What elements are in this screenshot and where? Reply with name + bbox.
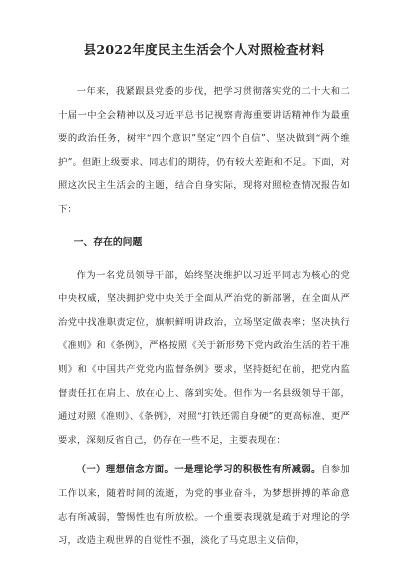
- section-heading-problems: 一、存在的问题: [73, 236, 143, 248]
- document-title: 县2022年度民主生活会个人对照检查材料: [83, 42, 325, 57]
- ideals-subheading: （一）理想信念方面。一是理论学习的积极性有所减弱。: [76, 464, 321, 476]
- problems-paragraph: 作为一名党员领导干部，始终坚决维护以习近平同志为核心的党中央权威，坚决拥护党中央关于全面从严治党的新部署，在全面从严治党中找准职责定位，旗帜鲜明讲政治，立场坚定做表率；坚决执行《准则》和《条例》，严格按照《关于新形势下党内政治生活的若干准则》和《中国共产党党内监督条例》要求，坚持挺纪在前，把党内监督责任扛在肩上、放在心上、落到实处。但作为一名县级领导干部，通过对照《准则》、《条例》，对照“打铁还需自身硬”的更高标准、更严要求，深刻反省自己，仍存在一些不足，主要表现在：: [58, 269, 350, 446]
- intro-paragraph: 一年来，我紧跟县党委的步伐，把学习贯彻落实党的二十大和二十届一中全会精神以及习近平总书记视察青海重要讲话精神作为最重要的政治任务，树牢“四个意识”坚定“四个自信”、坚决做到“两个维护”。但距上级要求、同志们的期待，仍有较大差距和不足。下面，对照这次民主生活会的主题，结合自身实际，现将对照检查情况报告如下：: [58, 86, 350, 215]
- ideals-body: 自参加工作以来，随着时间的流逝，为党的事业奋斗，为梦想拼搏的革命意志有所减弱，警惕性也有所放松。一个重要表现就是疏于对理论的学习，改造主观世界的自觉性不强，淡化了马克思主义信仰，: [58, 464, 350, 547]
- ideals-paragraph: [58, 458, 350, 552]
